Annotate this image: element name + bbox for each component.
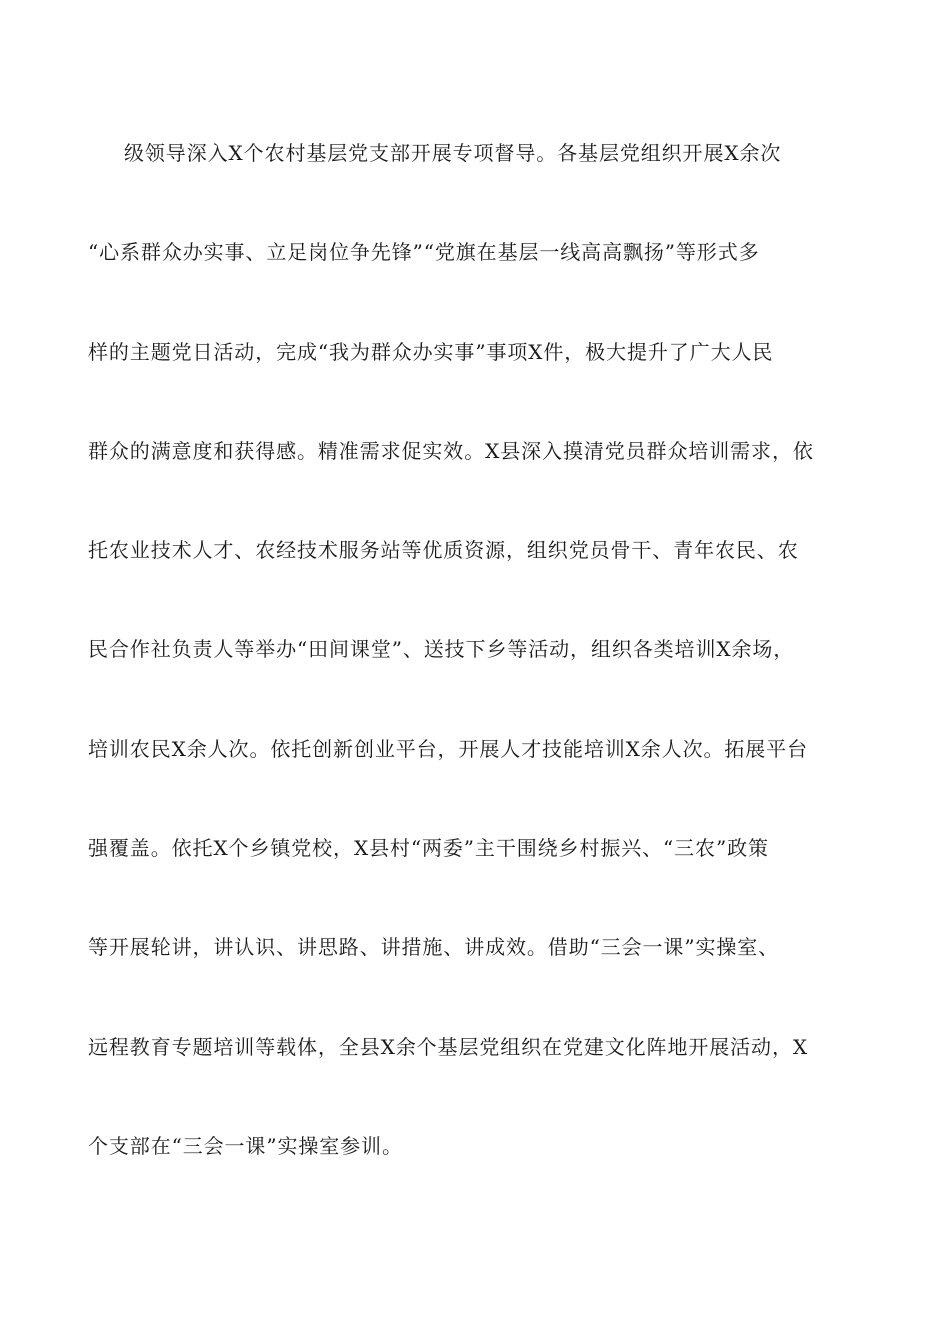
text-line-7: 培训农民X余人次。依托创新创业平台，开展人才技能培训X余人次。拓展平台 (88, 736, 808, 761)
text-line-8: 强覆盖。依托X个乡镇党校，X县村“两委”主干围绕乡村振兴、“三农”政策 (88, 836, 769, 861)
text-line-2: “心系群众办实事、立足岗位争先锋”“党旗在基层一线高高飘扬”等形式多 (88, 240, 760, 265)
text-line-3: 样的主题党日活动，完成“我为群众办实事”事项X件，极大提升了广大人民 (88, 339, 774, 364)
text-line-11: 个支部在“三会一课”实操室参训。 (88, 1133, 403, 1158)
text-line-10: 远程教育专题培训等载体，全县X余个基层党组织在党建文化阵地开展活动，X (88, 1034, 808, 1059)
text-line-5: 托农业技术人才、农经技术服务站等优质资源，组织党员骨干、青年农民、农 (88, 538, 799, 563)
text-line-1: 级领导深入X个农村基层党支部开展专项督导。各基层党组织开展X余次 (124, 141, 782, 165)
body-paragraph (88, 128, 878, 1220)
text-line-6: 民合作社负责人等举办“田间课堂”、送技下乡等活动，组织各类培训X余场， (88, 637, 795, 662)
text-line-9: 等开展轮讲，讲认识、讲思路、讲措施、讲成效。借助“三会一课”实操室、 (88, 935, 780, 960)
text-line-4: 群众的满意度和获得感。精准需求促实效。X县深入摸清党员群众培训需求，依 (88, 438, 814, 463)
